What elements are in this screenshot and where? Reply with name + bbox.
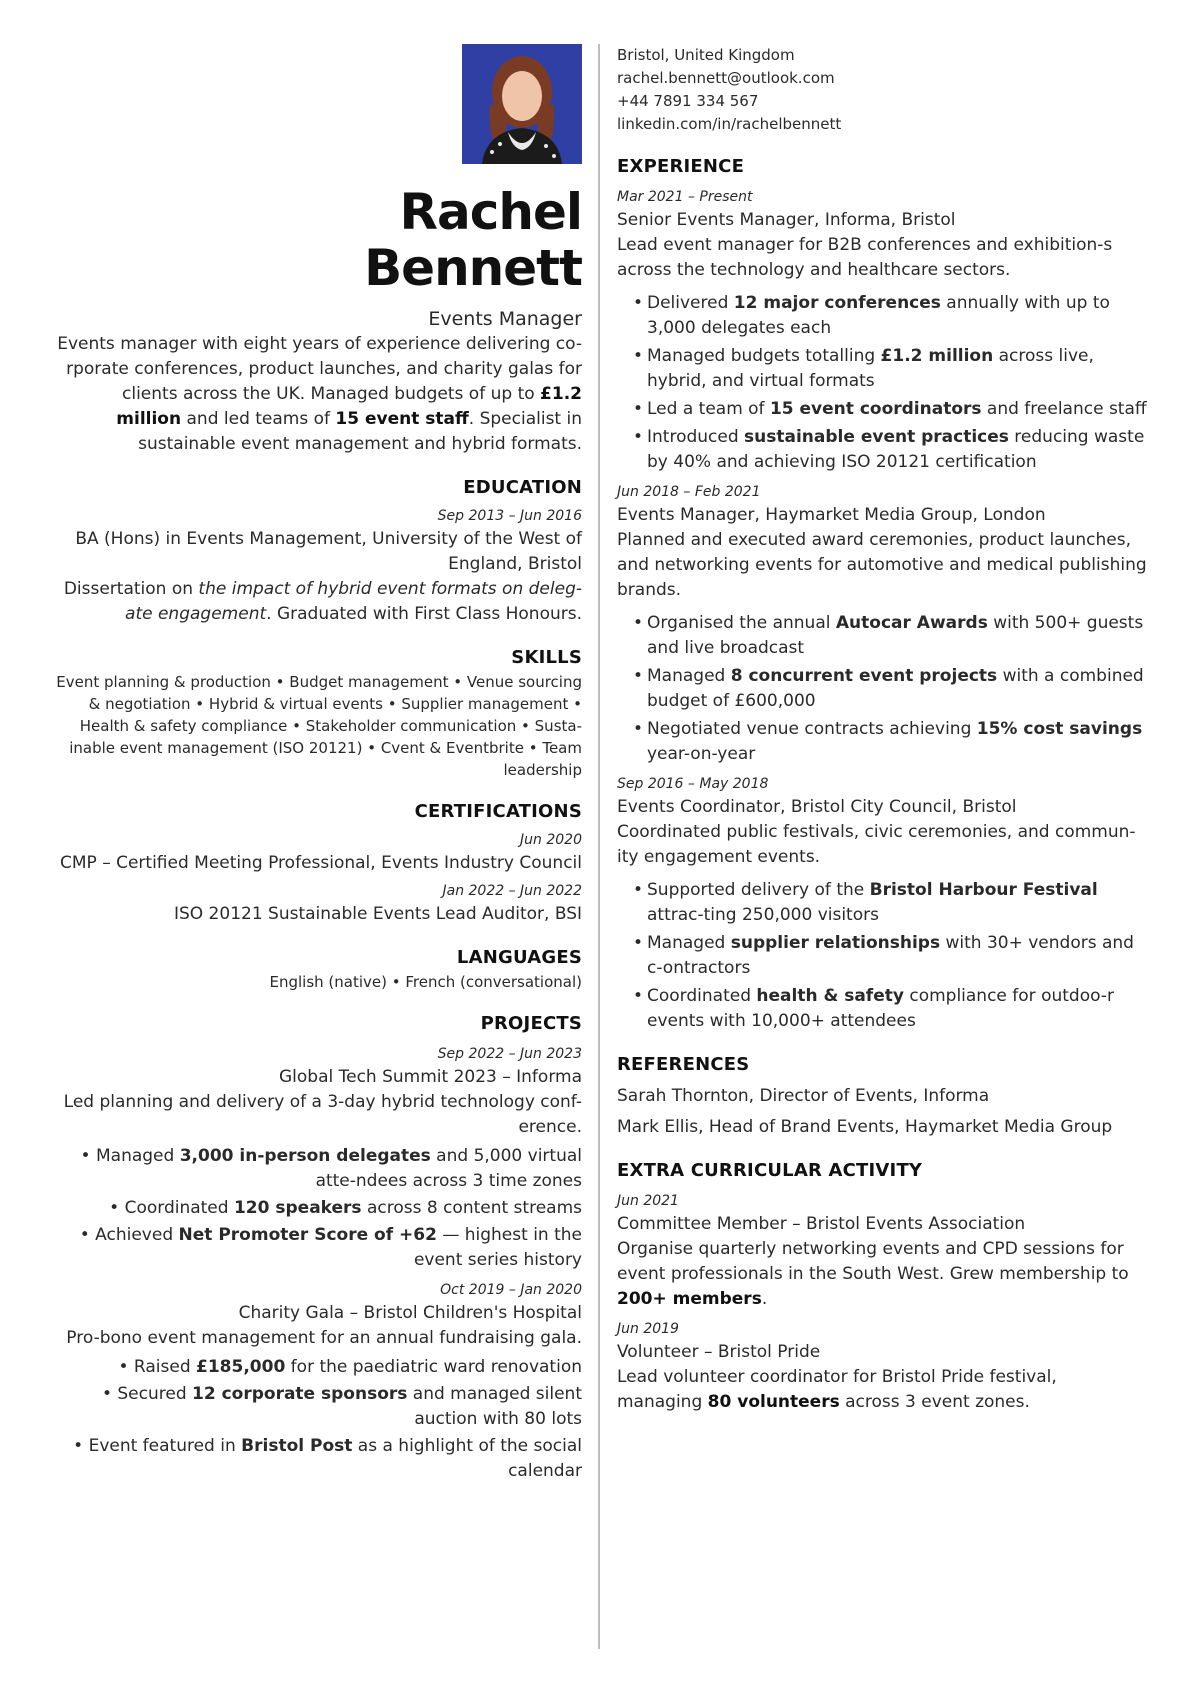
text-run: and managed silent auction with 80 lots (407, 1384, 582, 1429)
bold-emphasis: 12 major conferences (733, 293, 941, 313)
text-run: Led a team of (647, 399, 770, 419)
text-run: year-on-year (647, 744, 756, 764)
last-name: Bennett (364, 239, 582, 297)
text-run: . (761, 1289, 768, 1309)
project-entry (52, 1043, 582, 1273)
profile-photo (462, 44, 582, 164)
project-bullets (52, 1355, 582, 1484)
project-bullets (52, 1144, 582, 1273)
project-name: Global Tech Summit 2023 – Informa (278, 1067, 582, 1087)
text-run: Delivered (647, 293, 734, 313)
skills-heading: SKILLS (511, 647, 582, 668)
text-run: Achieved (95, 1225, 179, 1245)
bold-emphasis: Autocar Awards (835, 613, 988, 633)
bold-emphasis: 120 speakers (233, 1198, 362, 1218)
activity-description (617, 1365, 1147, 1415)
experience-entry (617, 481, 1147, 767)
text-run: reducing waste by 40% and achieving ISO 20121 certification (647, 427, 1145, 472)
text-run: . Specialist in sustainable event management and hybrid formats. (138, 409, 582, 454)
experience-description: Lead event manager for B2B conferences and exhibition-s across the technology and healthcare sectors. (617, 235, 1113, 280)
text-run: Raised (133, 1357, 197, 1377)
text-run: . Graduated with First Class Honours. (266, 604, 582, 624)
experience-role: Senior Events Manager, Informa, Bristol (617, 210, 956, 230)
left-column (52, 44, 582, 1486)
text-run: Supported delivery of the (647, 880, 870, 900)
column-divider (598, 44, 600, 1649)
text-run: compliance for outdoo-r events with 10,000+ attendees (647, 986, 1114, 1031)
text-run: with 500+ guests and live broadcast (647, 613, 1144, 658)
languages-list: English (native) • French (conversational) (269, 973, 582, 991)
contact-location: Bristol, United Kingdom (617, 46, 795, 64)
bullet-item (617, 611, 1147, 661)
bold-emphasis: 8 concurrent event projects (730, 666, 998, 686)
languages-heading: LANGUAGES (456, 947, 582, 968)
experience-bullets (617, 878, 1147, 1034)
bold-emphasis: health & safety (756, 986, 904, 1006)
text-run: across 3 event zones. (839, 1392, 1030, 1412)
education-dissertation (52, 577, 582, 627)
experience-entry (617, 773, 1147, 1034)
reference-item: Sarah Thornton, Director of Events, Informa (617, 1086, 990, 1106)
bold-emphasis: supplier relationships (730, 933, 941, 953)
bold-emphasis: £185,000 (196, 1357, 286, 1377)
bullet-item (617, 664, 1147, 714)
experience-date: Jun 2018 – Feb 2021 (617, 484, 761, 500)
text-run: Organise quarterly networking events and CPD sessions for event professionals in the South West. Grew membership to (617, 1239, 1129, 1284)
activity-entry (617, 1318, 1147, 1415)
activity-description (617, 1237, 1147, 1312)
bold-emphasis: £1.2 million (116, 384, 582, 429)
text-run: with a combined budget of £600,000 (647, 666, 1144, 711)
text-run: Coordinated (647, 986, 757, 1006)
text-run: Coordinated (124, 1198, 234, 1218)
summary (52, 332, 582, 457)
experience-date: Mar 2021 – Present (617, 189, 753, 205)
bullet-item (617, 397, 1147, 422)
text-run: Managed (647, 933, 731, 953)
bold-emphasis: Net Promoter Score of +62 (178, 1225, 437, 1245)
text-run: with 30+ vendors and c-ontractors (647, 933, 1134, 978)
first-name: Rachel (399, 183, 582, 241)
text-run: and 5,000 virtual atte-ndees across 3 time zones (315, 1146, 582, 1191)
text-run: as a highlight of the social calendar (352, 1436, 582, 1481)
project-name: Charity Gala – Bristol Children's Hospital (238, 1303, 582, 1323)
activity-date: Jun 2019 (617, 1321, 679, 1337)
text-run: and led teams of (181, 409, 336, 429)
bold-emphasis: sustainable event practices (744, 427, 1009, 447)
references-heading: REFERENCES (617, 1054, 750, 1075)
text-run: Introduced (647, 427, 745, 447)
certifications-heading: CERTIFICATIONS (414, 801, 582, 822)
bullet-item (52, 1223, 582, 1273)
text-run: Managed budgets totalling (647, 346, 881, 366)
bold-emphasis: Bristol Harbour Festival (869, 880, 1098, 900)
certification-name: CMP – Certified Meeting Professional, Events Industry Council (60, 853, 582, 873)
experience-heading: EXPERIENCE (617, 156, 745, 177)
project-date: Oct 2019 – Jan 2020 (440, 1282, 582, 1298)
education-date: Sep 2013 – Jun 2016 (437, 508, 582, 524)
reference-item: Mark Ellis, Head of Brand Events, Haymarket Media Group (617, 1117, 1113, 1137)
bold-emphasis: 200+ members (617, 1289, 762, 1309)
bullet-item (617, 425, 1147, 475)
bold-emphasis: 15 event coordinators (769, 399, 982, 419)
skills-list: Event planning & production • Budget management • Venue sourcing & negotiation • Hybrid & virtual events • Supplier management • Health & safety compliance • Stakeholder communication • Susta-inable event management (ISO 20121) • Cvent & Eventbrite • Team leadership (56, 673, 582, 779)
projects-heading: PROJECTS (480, 1013, 582, 1034)
text-run: Events manager with eight years of experience delivering co-rporate conferences, product launches, and charity galas for clients across the UK. Managed budgets of up to (57, 334, 582, 404)
text-run: annually with up to 3,000 delegates each (647, 293, 1110, 338)
extra-curricular-heading: EXTRA CURRICULAR ACTIVITY (617, 1160, 923, 1181)
text-run: Secured (117, 1384, 193, 1404)
bullet-item (52, 1196, 582, 1221)
bold-emphasis: 80 volunteers (707, 1392, 840, 1412)
experience-role: Events Manager, Haymarket Media Group, London (617, 505, 1046, 525)
person-silhouette-icon (462, 44, 582, 164)
activity-date: Jun 2021 (617, 1193, 679, 1209)
certification-date: Jun 2020 (520, 832, 582, 848)
bold-emphasis: 3,000 in-person delegates (179, 1146, 431, 1166)
bullet-item (52, 1382, 582, 1432)
text-run: Event featured in (88, 1436, 242, 1456)
text-run: Organised the annual (647, 613, 836, 633)
bold-emphasis: £1.2 million (880, 346, 994, 366)
activity-entry (617, 1190, 1147, 1312)
text-run: — highest in the event series history (413, 1225, 582, 1270)
certification-name: ISO 20121 Sustainable Events Lead Auditor, BSI (173, 904, 582, 924)
bullet-item (52, 1434, 582, 1484)
contact-linkedin[interactable]: linkedin.com/in/rachelbennett (617, 115, 842, 133)
experience-role: Events Coordinator, Bristol City Council, Bristol (617, 797, 1017, 817)
bold-emphasis: 12 corporate sponsors (192, 1384, 408, 1404)
text-run: Lead volunteer coordinator for Bristol Pride festival, managing (617, 1367, 1057, 1412)
text-run: across 8 content streams (361, 1198, 582, 1218)
text-run: for the paediatric ward renovation (285, 1357, 582, 1377)
bullet-item (52, 1355, 582, 1380)
italic-emphasis: the impact of hybrid event formats on deleg-ate engagement (125, 579, 582, 624)
experience-bullets (617, 611, 1147, 767)
activity-role: Volunteer – Bristol Pride (617, 1342, 821, 1362)
text-run: and freelance staff (981, 399, 1147, 419)
bullet-item (617, 878, 1147, 928)
education-degree: BA (Hons) in Events Management, University of the West of England, Bristol (75, 529, 582, 574)
bullet-item (617, 931, 1147, 981)
bullet-item (617, 717, 1147, 767)
right-column (617, 44, 1147, 1415)
bullet-item (617, 984, 1147, 1034)
text-run: attrac-ting 250,000 visitors (647, 905, 879, 925)
bold-emphasis: 15 event staff (335, 409, 469, 429)
certification-date: Jan 2022 – Jun 2022 (442, 883, 582, 899)
contact-email[interactable]: rachel.bennett@outlook.com (617, 69, 835, 87)
project-description: Pro-bono event management for an annual fundraising gala. (66, 1328, 582, 1348)
text-run: Dissertation on (63, 579, 199, 599)
experience-description: Coordinated public festivals, civic ceremonies, and commun-ity engagement events. (617, 822, 1136, 867)
experience-date: Sep 2016 – May 2018 (617, 776, 769, 792)
text-run: across live, hybrid, and virtual formats (647, 346, 1094, 391)
bullet-item (617, 291, 1147, 341)
contact-phone: +44 7891 334 567 (617, 92, 759, 110)
text-run: Negotiated venue contracts achieving (647, 719, 977, 739)
text-run: Managed (95, 1146, 180, 1166)
project-date: Sep 2022 – Jun 2023 (437, 1046, 582, 1062)
project-entry (52, 1279, 582, 1484)
job-title: Events Manager (428, 308, 582, 330)
bold-emphasis: Bristol Post (241, 1436, 353, 1456)
experience-bullets (617, 291, 1147, 475)
text-run: Managed (647, 666, 731, 686)
bold-emphasis: 15% cost savings (976, 719, 1143, 739)
project-description: Led planning and delivery of a 3-day hybrid technology conf-erence. (63, 1092, 582, 1137)
education-heading: EDUCATION (463, 477, 582, 498)
experience-entry (617, 186, 1147, 475)
bullet-item (52, 1144, 582, 1194)
activity-role: Committee Member – Bristol Events Association (617, 1214, 1026, 1234)
experience-description: Planned and executed award ceremonies, product launches, and networking events for automotive and medical publishing brands. (617, 530, 1147, 600)
bullet-item (617, 344, 1147, 394)
